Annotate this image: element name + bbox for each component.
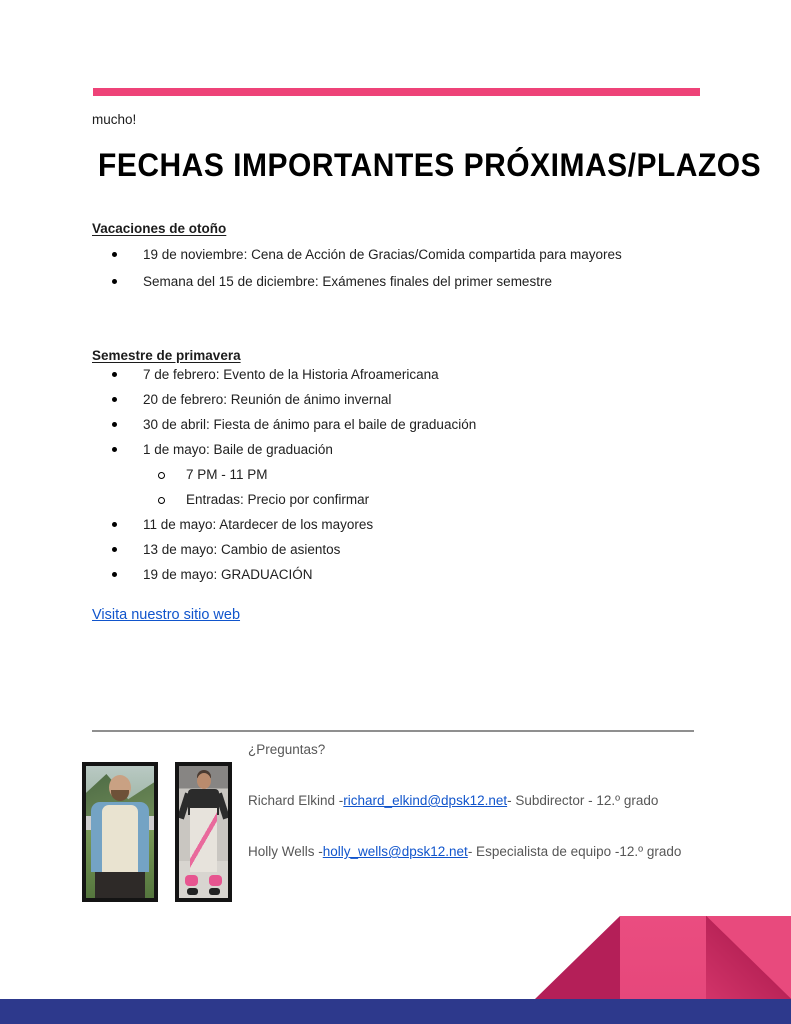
bullet-icon [112, 397, 117, 402]
list-item-text: 20 de febrero: Reunión de ánimo invernal [143, 392, 392, 407]
bullet-icon [112, 422, 117, 427]
list-item-text: 7 PM - 11 PM [186, 467, 268, 482]
contact-richard [248, 786, 728, 815]
list-item [92, 567, 704, 583]
list-item-sub [92, 467, 704, 483]
contact-role: - Subdirector - 12.º grado [507, 793, 659, 808]
contact-name: Richard Elkind - [248, 793, 344, 808]
list-item-text: 19 de noviembre: Cena de Acción de Gracias/Comida compartida para mayores [143, 247, 622, 262]
list-item [92, 542, 704, 558]
list-item-text: 1 de mayo: Baile de graduación [143, 442, 333, 457]
bullet-icon [112, 572, 117, 577]
bullet-icon [112, 372, 117, 377]
list-item [92, 392, 704, 408]
section-spring [92, 348, 704, 592]
email-link-richard[interactable]: richard_elkind@dpsk12.net [343, 793, 508, 808]
bullet-icon [112, 252, 117, 257]
bullet-icon [112, 279, 117, 284]
bullet-icon [112, 522, 117, 527]
intro-text: mucho! [92, 112, 137, 127]
list-item [92, 442, 704, 458]
bullet-icon [112, 447, 117, 452]
photo-art-overalls [190, 808, 217, 872]
decor-square [706, 916, 791, 999]
photo-art-fluff [185, 875, 198, 886]
photo-art-shoe [209, 888, 220, 895]
top-accent-bar [93, 88, 700, 96]
list-item-text: Entradas: Precio por confirmar [186, 492, 370, 507]
photo-art-fluff [209, 875, 222, 886]
photo-holly [175, 762, 232, 902]
circle-bullet-icon [158, 497, 165, 504]
spring-list [92, 367, 704, 583]
list-item-text: 7 de febrero: Evento de la Historia Afroamericana [143, 367, 439, 382]
list-item-text: Semana del 15 de diciembre: Exámenes finales del primer semestre [143, 274, 552, 289]
contact-name: Holly Wells - [248, 844, 323, 859]
photo-art-vest [102, 805, 138, 872]
circle-bullet-icon [158, 472, 165, 479]
list-item [92, 517, 704, 533]
list-item-text: 13 de mayo: Cambio de asientos [143, 542, 341, 557]
divider-line [92, 730, 694, 732]
email-link-holly[interactable]: holly_wells@dpsk12.net [322, 844, 468, 859]
list-item-sub [92, 492, 704, 508]
list-item [92, 367, 704, 383]
contact-role: - Especialista de equipo -12.º grado [467, 844, 682, 859]
fall-list [92, 247, 704, 290]
list-item-text: 11 de mayo: Atardecer de los mayores [143, 517, 374, 532]
decor-rectangle [620, 916, 706, 999]
section-heading-fall: Vacaciones de otoño [92, 221, 227, 236]
page-title: FECHAS IMPORTANTES PRÓXIMAS/PLAZOS [98, 148, 762, 184]
photo-art-head [197, 773, 211, 789]
contact-holly [248, 837, 691, 866]
list-item [92, 274, 704, 290]
list-item [92, 417, 704, 433]
list-item [92, 247, 704, 263]
section-fall [92, 221, 704, 301]
bullet-icon [112, 547, 117, 552]
list-item-text: 30 de abril: Fiesta de ánimo para el baile de graduación [143, 417, 477, 432]
list-item-text: 19 de mayo: GRADUACIÓN [143, 567, 313, 582]
decor-triangle [535, 916, 620, 999]
section-heading-spring: Semestre de primavera [92, 348, 241, 363]
bottom-accent-bar [0, 999, 791, 1024]
photo-art-shoe [187, 888, 198, 895]
website-link[interactable]: Visita nuestro sitio web [92, 607, 241, 623]
photo-art-pants [95, 872, 145, 898]
photo-richard [82, 762, 158, 902]
questions-label: ¿Preguntas? [248, 742, 326, 757]
